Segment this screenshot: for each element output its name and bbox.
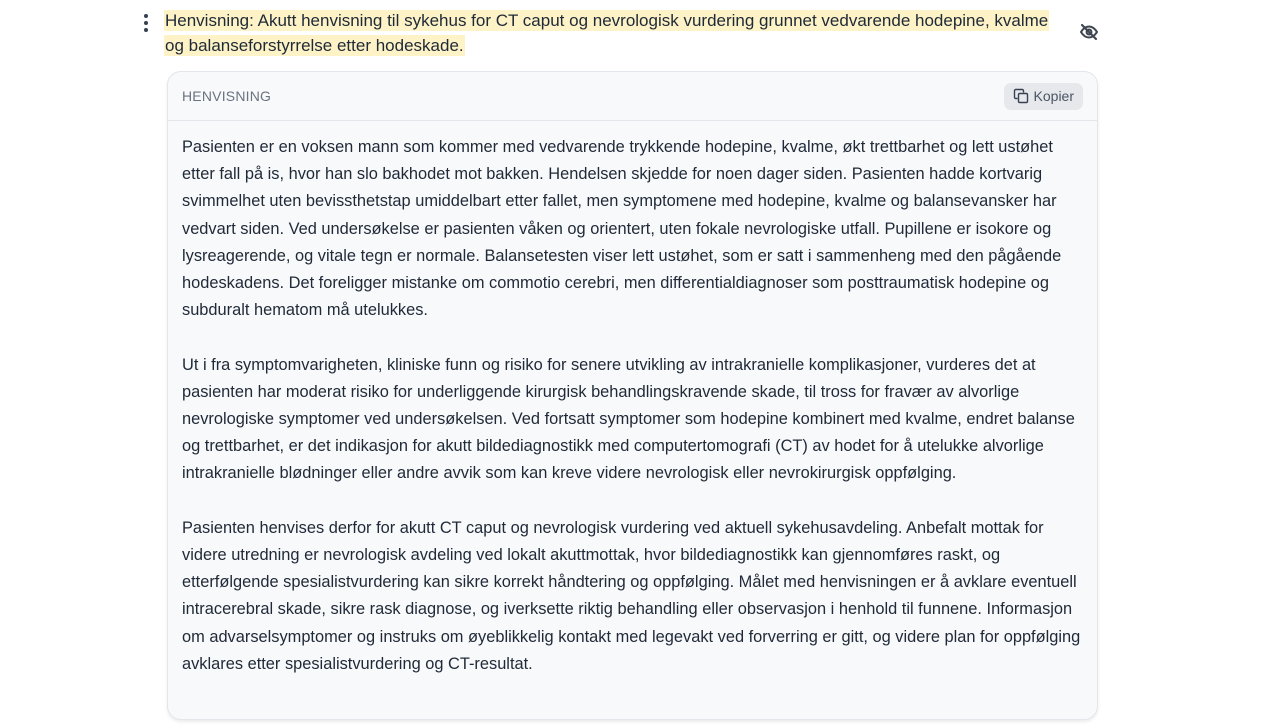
dot xyxy=(144,14,148,18)
dot xyxy=(144,28,148,32)
highlighted-heading-text: Henvisning: Akutt henvisning til sykehus for CT caput og nevrologisk vurdering grunnet vedvarende hodepine, kvalme og balanseforstyrrelse etter hodeskade. xyxy=(165,11,1049,55)
paragraph: Pasienten er en voksen mann som kommer med vedvarende trykkende hodepine, kvalme, økt trettbarhet og lett ustøhet etter fall på is, hvor han slo bakhodet mot bakken. Hendelsen skjedde for noen dager siden. Pasienten hadde kortvarig svimmelhet uten bevissthetstap umiddelbart etter fallet, men symptomene med hodepine, kvalme og balansevansker har vedvart siden. Ved undersøkelse er pasienten våken og orientert, uten fokale nevrologiske utfall. Pupillene er isokore og lysreagerende, og vitale tegn er normale. Balansetesten viser lett ustøhet, som er satt i sammenheng med den pågående hodeskadens. Det foreligger mistanke om commotio cerebri, men differentialdiagnoser som posttraumatisk hodepine og subduralt hematom må utelukkes. xyxy=(182,138,1062,320)
referral-heading xyxy=(164,9,1069,58)
paragraph: Ut i fra symptomvarigheten, kliniske funn og risiko for senere utvikling av intrakranielle komplikasjoner, vurderes det at pasienten har moderat risiko for underliggende kirurgisk behandlingskravende skade, til tross for fravær av alvorlige nevrologiske symptomer ved undersøkelsen. Ved fortsatt symptomer som hodepine kombinert med kvalme, endret balanse og trettbarhet, er det indikasjon for akutt bildediagnostikk med computertomografi (CT) av hodet for å utelukke alvorlige intrakranielle blødninger eller andre avvik som kan kreve videre nevrologisk eller nevrokirurgisk oppfølging. xyxy=(182,355,1075,483)
copy-icon xyxy=(1013,88,1029,104)
copy-button[interactable] xyxy=(1004,83,1083,110)
eye-off-icon[interactable] xyxy=(1079,23,1099,41)
card-header xyxy=(168,72,1097,121)
card-label: HENVISNING xyxy=(182,88,272,104)
dot xyxy=(144,21,148,25)
referral-card xyxy=(167,71,1098,720)
copy-button-label: Kopier xyxy=(1033,88,1074,104)
more-options-icon[interactable] xyxy=(141,12,151,34)
paragraph: Pasienten henvises derfor for akutt CT caput og nevrologisk vurdering ved aktuell sykehusavdeling. Anbefalt mottak for videre utredning er nevrologisk avdeling ved lokalt akuttmottak, hvor bildediagnostikk kan gjennomføres raskt, og etterfølgende spesialistvurdering kan sikre korrekt håndtering og oppfølging. Målet med henvisningen er å avklare eventuell intracerebral skade, sikre rask diagnose, og iverksette riktig behandling eller observasjon i henhold til funnene. Informasjon om advarselsymptomer og instruks om øyeblikkelig kontakt med legevakt ved forverring er gitt, og videre plan for oppfølging avklares etter spesialistvurdering og CT-resultat. xyxy=(182,518,1081,673)
card-body xyxy=(168,121,1097,678)
